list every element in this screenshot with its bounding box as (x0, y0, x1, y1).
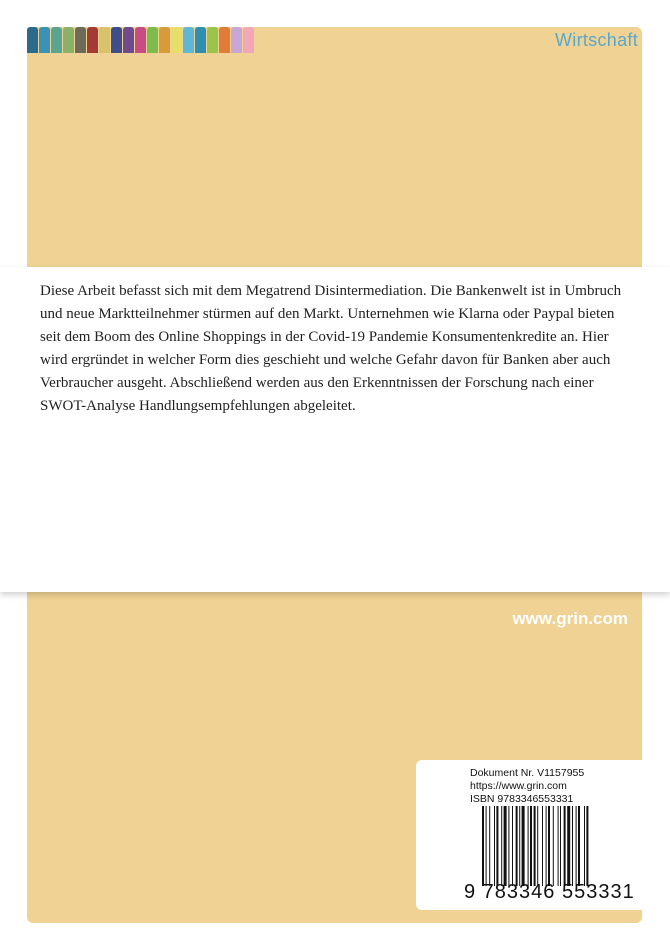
color-stripe (135, 27, 146, 53)
category-label: Wirtschaft (554, 30, 638, 50)
barcode-number: 9 783346 553331 (464, 881, 635, 903)
color-stripe (147, 27, 158, 53)
color-stripe (27, 27, 38, 53)
abstract-text: Diese Arbeit befasst sich mit dem Megatrend Disintermediation. Die Bankenwelt ist in Umbruch und neue Marktteilnehmer stürmen auf den Markt. Unternehmen wie Klarna oder Paypal bieten seit dem Boom des Online Shoppings in der Covid-19 Pandemie Konsumentenkredite an. Hier wird ergründet in welcher Form dies geschieht und welche Gefahr davon für Banken aber auch Verbraucher ausgeht. Abschließend werden aus den Erkenntnissen der Forschung nach einer SWOT-Analyse Handlungsempfehlungen abgeleitet. (40, 283, 622, 414)
color-stripe (63, 27, 74, 53)
color-stripe (75, 27, 86, 53)
color-stripe (243, 27, 254, 53)
website-label: www.grin.com (512, 609, 628, 628)
color-stripe (159, 27, 170, 53)
color-stripe (183, 27, 194, 53)
color-stripe (51, 27, 62, 53)
color-stripe (171, 27, 182, 53)
color-stripe (99, 27, 110, 53)
color-stripes (27, 27, 255, 53)
color-stripe (231, 27, 242, 53)
color-stripe (195, 27, 206, 53)
document-url: https://www.grin.com (470, 780, 567, 792)
color-stripe (111, 27, 122, 53)
color-stripe (219, 27, 230, 53)
isbn-text: ISBN 9783346553331 (470, 793, 574, 805)
color-stripe (207, 27, 218, 53)
barcode-image (482, 806, 628, 886)
color-stripe (39, 27, 50, 53)
color-stripe (123, 27, 134, 53)
color-stripe (87, 27, 98, 53)
document-number: Dokument Nr. V1157955 (470, 767, 585, 779)
